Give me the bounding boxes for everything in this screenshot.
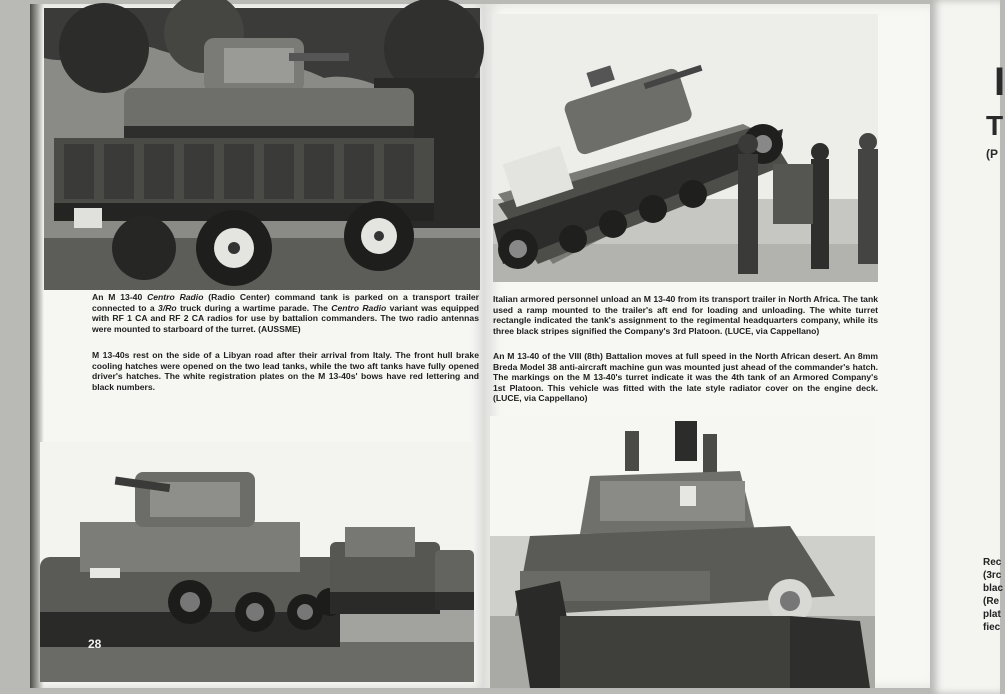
fragment-line: plat (983, 609, 1001, 620)
fragment-line: Rec (983, 557, 1002, 568)
photo-tanks-on-road (40, 442, 474, 682)
photo-tank-on-trailer (44, 8, 480, 290)
photo-tanks-on-road-image (40, 442, 474, 682)
next-page-subheading: (P (986, 147, 998, 161)
photo-tank-on-trailer-image (44, 8, 480, 290)
caption-4: An M 13-40 of the VIII (8th) Battalion moves at full speed in the North African desert. An 8mm Breda Model 38 anti-aircraft machine gun was mounted just ahead of the commander's hatch. The markings on the M 13-40's turret indicate it was the 4th tank of an Armored Company's 1st Platoon. This vehicle was fitted with the late style radiator cover on the engine deck. (LUCE, via Cappellano) (493, 351, 878, 404)
fragment-line: (Re (983, 596, 1000, 607)
next-page-caption-fragment (983, 556, 1003, 634)
next-page-heading-1: I (994, 60, 1005, 104)
fragment-line: blac (983, 583, 1004, 594)
fragment-line: fiec (983, 622, 1001, 633)
photo-unloading-tank-image (493, 14, 878, 282)
photo-unloading-tank (493, 14, 878, 282)
caption-1: An M 13-40 Centro Radio (Radio Center) command tank is parked on a transport trailer connected to a 3/Ro truck during a wartime parade. The Centro Radio variant was equipped with RF 1 CA and RF 2 CA radios for use by battalion commanders. The two radio antennas were mounted to starboard of the turret. (AUSSME) (92, 292, 480, 334)
caption-2: M 13-40s rest on the side of a Libyan road after their arrival from Italy. The front hull brake cooling hatches were opened on the two lead tanks, while the two aft tanks have fully opened driver's hatches. The white registration plates on the M 13-40s' bows have red lettering and black numbers. (92, 350, 479, 392)
photo-tank-desert (490, 416, 875, 688)
caption-3: Italian armored personnel unload an M 13-40 from its transport trailer in North Africa. The tank used a ramp mounted to the trailer's aft end for loading and unloading. The white turret rectangle indicated the tank's assignment to the regimental headquarters company, while its three black stripes signified the Company's 3rd Platoon. (LUCE, via Cappellano) (493, 294, 878, 336)
next-page-heading-2: T (986, 110, 1004, 141)
photo-tank-desert-image (490, 416, 875, 688)
fragment-line: (3rc (983, 570, 1002, 581)
page-number: 28 (88, 637, 102, 651)
